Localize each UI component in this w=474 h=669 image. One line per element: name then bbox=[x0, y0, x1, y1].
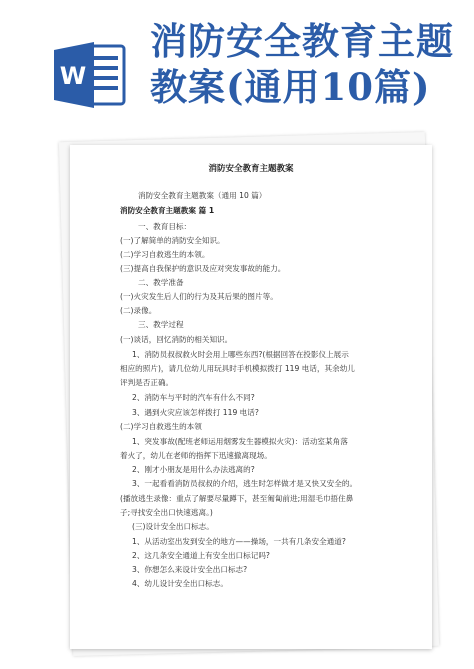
section-heading: 消防安全教育主题教案 篇 1 bbox=[120, 206, 215, 215]
document-line: (二)学习自救逃生的本领。 bbox=[120, 250, 210, 259]
document-line: (一)火灾发生后人们的行为及其后果的图片等。 bbox=[120, 292, 278, 301]
document-page bbox=[70, 145, 432, 649]
document-line: 1、消防员叔叔救火时会用上哪些东西?(根据回答在投影仪上展示 bbox=[132, 350, 349, 359]
page-title-line-1: 消防安全教育主题 bbox=[150, 19, 454, 63]
document-line: 1、突发事故(配班老师运用烟雾发生器模拟火灾)：活动室某角落 bbox=[132, 437, 348, 446]
document-line: 1、从活动室出发到安全的地方——操场，一共有几条安全通道? bbox=[132, 537, 346, 546]
page-title-line-2: 教案(通用10篇) bbox=[150, 65, 431, 109]
document-line: (三)设计安全出口标志。 bbox=[132, 522, 214, 531]
document-line: (播放逃生录像：重点了解要尽量蹲下，甚至匍匐前进;用湿毛巾捂住鼻 bbox=[120, 494, 354, 503]
document-line: 评判是否正确。 bbox=[120, 378, 174, 387]
document-line: 子;寻找安全出口快速逃离。) bbox=[120, 508, 213, 517]
document-line: 3、你想怎么来设计安全出口标志? bbox=[132, 565, 248, 574]
document-line: 4、幼儿设计安全出口标志。 bbox=[132, 579, 228, 588]
document-line: 2、消防车与平时的汽车有什么不同? bbox=[132, 393, 255, 402]
document-line: 3、遇到火灾应该怎样拨打 119 电话? bbox=[132, 408, 259, 417]
document-line: (三)提高自我保护的意识及应对突发事故的能力。 bbox=[120, 264, 286, 273]
document-line: 三、教学过程 bbox=[138, 320, 184, 329]
word-icon-letter: W bbox=[59, 62, 87, 90]
document-line: (二)录像。 bbox=[120, 306, 157, 315]
document-subtitle: 消防安全教育主题教案（通用 10 篇） bbox=[138, 191, 267, 200]
document-line: (一)谈话，回忆消防的相关知识。 bbox=[120, 335, 233, 344]
header-banner bbox=[0, 0, 474, 135]
document-title: 消防安全教育主题教案 bbox=[208, 164, 294, 174]
document-line: 着火了，幼儿在老师的指挥下迅速撤离现场。 bbox=[120, 451, 272, 460]
document-line: 2、刚才小朋友是用什么办法逃离的? bbox=[132, 465, 255, 474]
page-title bbox=[150, 18, 470, 110]
document-line: 二、教学准备 bbox=[138, 278, 184, 287]
document-line: 相应的照片)，请几位幼儿用玩具时手机模拟拨打 119 电话，其余幼儿 bbox=[120, 364, 355, 373]
word-document-icon bbox=[52, 40, 128, 110]
document-line: (二)学习自救逃生的本领 bbox=[120, 422, 202, 431]
document-line: (一)了解简单的消防安全知识。 bbox=[120, 236, 225, 245]
document-line: 一、教育目标： bbox=[138, 222, 192, 231]
document-line: 3、一起看看消防员叔叔的介绍，逃生时怎样做才是又快又安全的。 bbox=[132, 479, 358, 488]
document-line: 2、这几条安全通道上有安全出口标记吗? bbox=[132, 551, 270, 560]
